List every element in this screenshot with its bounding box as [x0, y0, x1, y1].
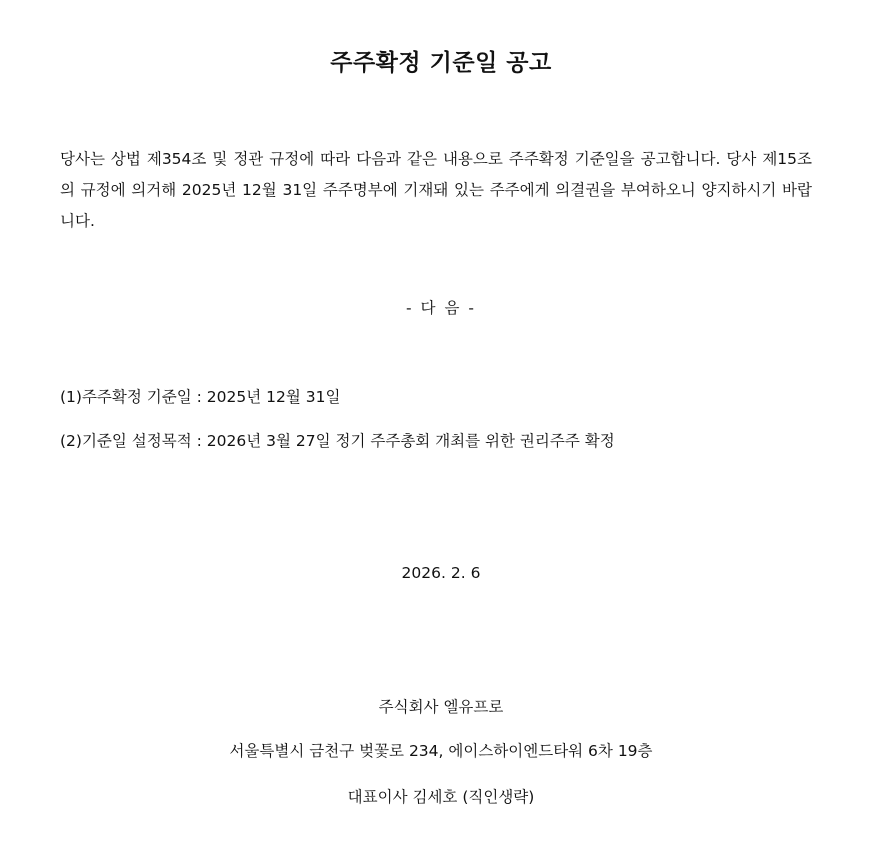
company-representative: 대표이사 김세호 (직인생략) [347, 788, 535, 806]
company-address: 서울특별시 금천구 벚꽃로 234, 에이스하이엔드타워 6차 19층 [229, 742, 653, 760]
notice-date: 2026. 2. 6 [401, 564, 481, 582]
company-name: 주식회사 엘유프로 [378, 698, 504, 716]
notice-item-record-date: (1)주주확정 기준일 : 2025년 12월 31일 [60, 388, 341, 406]
section-marker: - 다 음 - [406, 299, 476, 317]
notice-title: 주주확정 기준일 공고 [330, 50, 552, 76]
notice-item-purpose: (2)기준일 설정목적 : 2026년 3월 27일 정기 주주총회 개최를 위한 권리주주 확정 [60, 432, 615, 450]
notice-intro-paragraph: 당사는 상법 제354조 및 정관 규정에 따라 다음과 같은 내용으로 주주확정 기준일을 공고합니다. 당사 제15조의 규정에 의거해 2025년 12월 31일 주주명부에 기재돼 있는 주주에게 의결권을 부여하오니 양지하시기 바랍니다. [60, 150, 812, 230]
